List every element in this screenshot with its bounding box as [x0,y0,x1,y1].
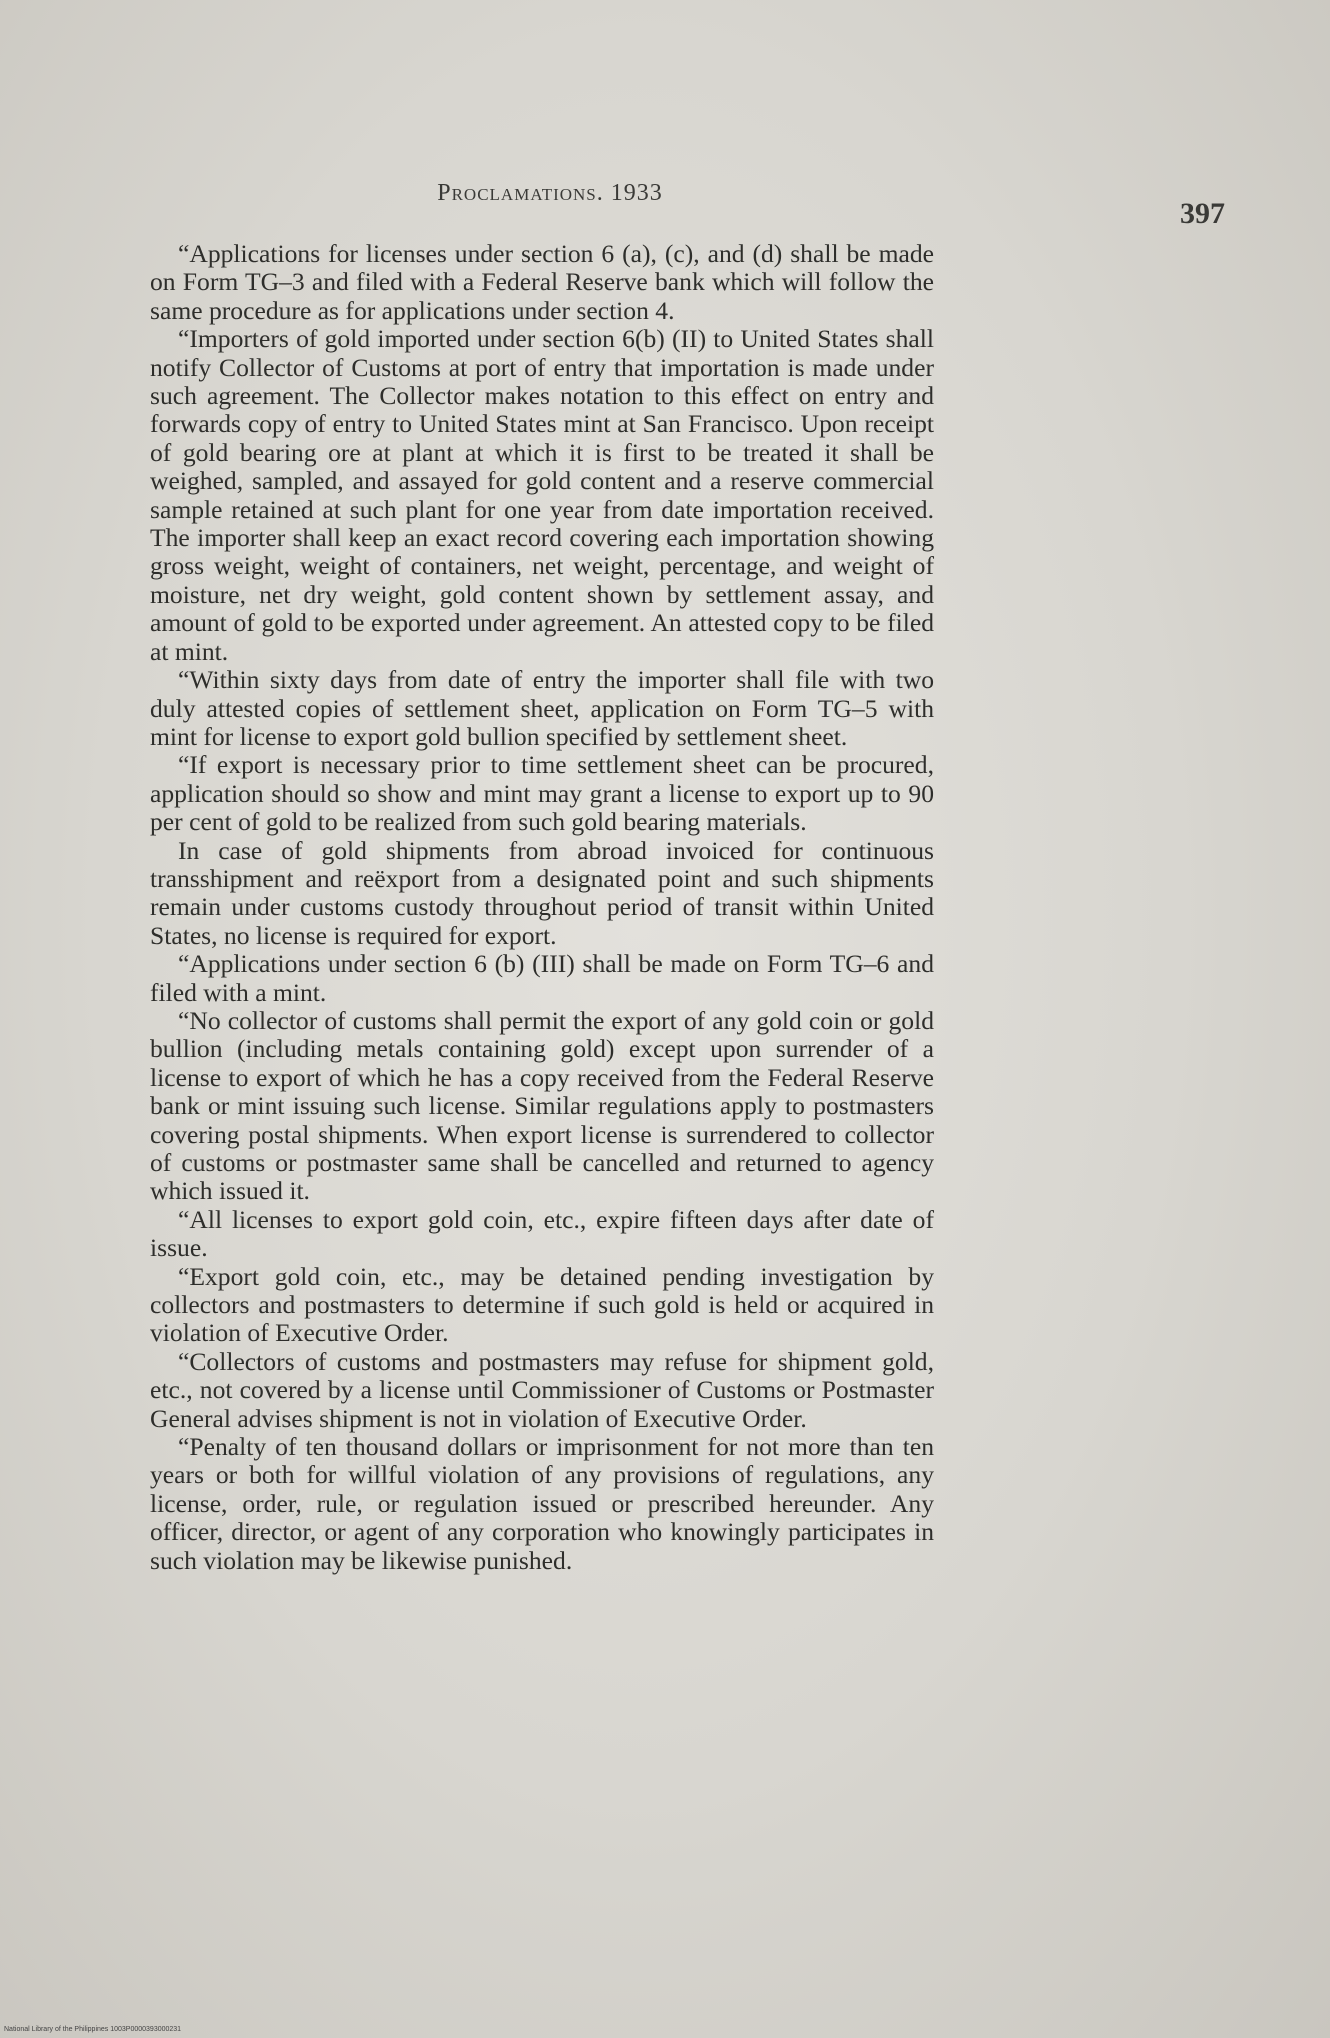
paragraph: “Penalty of ten thousand dollars or imprisonment for not more than ten years or both for willful violation of any provisions of regulations, any license, order, rule, or regulation issued or prescribed hereunder. Any officer, director, or agent of any corporation who knowingly participates in such violation may be likewise punished. [150,1432,934,1575]
paragraph: “Collectors of customs and postmasters may refuse for shipment gold, etc., not covered by a license until Commissioner of Customs or Postmaster General advises shipment is not in violation of Executive Order. [150,1346,934,1433]
paragraph: “All licenses to export gold coin, etc., expire fifteen days after date of issue. [150,1204,934,1263]
running-head: Proclamations. 1933 [437,180,663,206]
page-number: 397 [1180,197,1225,230]
paragraph: “Within sixty days from date of entry the importer shall file with two duly attested copies of settlement sheet, application on Form TG–5 with mint for license to export gold bullion specified by settlement sheet. [150,665,934,751]
paragraph: In case of gold shipments from abroad invoiced for continuous transshipment and reëxport from a designated point and such shipments remain under customs custody throughout period of transit within United States, no license is required for export. [150,835,934,950]
paragraph: “Applications for licenses under section 6 (a), (c), and (d) shall be made on Form TG–3 and filed with a Federal Reserve bank which will follow the same procedure as for applications under section 4. [150,239,934,325]
scan-credit: National Library of the Philippines 1003P0000393000231 [4,2026,182,2033]
paragraph: “If export is necessary prior to time settlement sheet can be procured, application should so show and mint may grant a license to export up to 90 per cent of gold to be realized from such gold bearing materials. [150,750,934,837]
paragraph: “Export gold coin, etc., may be detained pending investigation by collectors and postmasters to determine if such gold is held or acquired in violation of Executive Order. [150,1261,934,1348]
paragraph: “Importers of gold imported under section 6(b) (II) to United States shall notify Collector of Customs at port of entry that importation is made under such agreement. The Collector makes notation to this effect on entry and forwards copy of entry to United States mint at San Francisco. Upon receipt of gold bearing ore at plant at which it is first to be treated it shall be weighed, sampled, and assayed for gold content and a reserve commercial sample retained at such plant for one year from date importation received. The importer shall keep an exact record covering each importation showing gross weight, weight of containers, net weight, percentage, and weight of moisture, net dry weight, gold content shown by settlement assay, and amount of gold to be exported under agreement. An attested copy to be filed at mint. [150,324,934,666]
paragraph: “No collector of customs shall permit the export of any gold coin or gold bullion (including metals containing gold) except upon surrender of a license to export of which he has a copy received from the Federal Reserve bank or mint issuing such license. Similar regulations apply to postmasters covering postal shipments. When export license is surrendered to collector of customs or postmaster same shall be cancelled and returned to agency which issued it. [150,1005,934,1206]
paragraph: “Applications under section 6 (b) (III) shall be made on Form TG–6 and filed with a mint. [150,949,934,1007]
body-text [150,240,934,1575]
